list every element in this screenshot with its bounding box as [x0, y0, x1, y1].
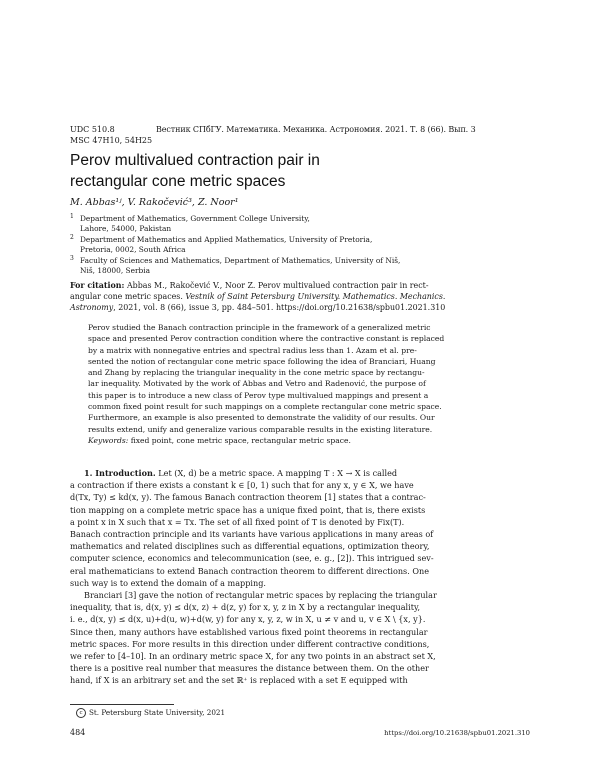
- page-number: 484: [70, 728, 86, 737]
- affiliation-3-line-2: Niš, 18000, Serbia: [80, 266, 151, 275]
- citation-journal: Vestnik of Saint Petersburg University. Mathematics. Mechanics.: [182, 292, 446, 301]
- body-line: such way is to extend the domain of a mapping.: [70, 577, 266, 588]
- keywords-text: fixed point, cone metric space, rectangular metric space.: [128, 435, 351, 445]
- citation-text-2: angular cone metric spaces.: [70, 292, 183, 301]
- body-line: Since then, many authors have established various fixed point theorems in rectangular: [70, 626, 428, 637]
- body-line: we refer to [4–10]. In an ordinary metric space X, for any two points in an abstract set X,: [70, 651, 436, 662]
- affiliation-2-line-2: Pretoria, 0002, South Africa: [80, 245, 186, 254]
- copyright-icon: c: [76, 708, 86, 718]
- intro-first-line-text: Let (X, d) be a metric space. A mapping T : X → X is called: [155, 468, 398, 478]
- body-line: inequality, that is, d(x, y) ≤ d(x, z) + d(z, y) for x, y, z in X by a rectangular inequality,: [70, 602, 421, 613]
- footnote-separator: [70, 704, 174, 705]
- body-line: Branciari [3] gave the notion of rectangular metric spaces by replacing the triangular: [84, 590, 437, 601]
- body-line: eral mathematicians to extend Banach contraction theorem to different directions. One: [70, 565, 429, 576]
- abstract-line: by a matrix with nonnegative entries and spectral radius less than 1. Azam et al. pre-: [88, 345, 417, 355]
- copyright-text: St. Petersburg State University, 2021: [89, 708, 226, 717]
- paper-title-line-1: Perov multivalued contraction pair in: [70, 152, 320, 169]
- msc-code: MSC 47H10, 54H25: [70, 136, 153, 145]
- citation-journal-2: Astronomy: [70, 303, 114, 312]
- keywords-line: [88, 435, 512, 446]
- introduction-first-line: [70, 467, 530, 479]
- body-line: metric spaces. For more results in this direction under different contractive conditions,: [70, 638, 430, 649]
- affiliation-3-line-1: Faculty of Sciences and Mathematics, Department of Mathematics, University of Niš,: [80, 256, 401, 265]
- introduction-section: [70, 467, 530, 687]
- abstract-line: sented the notion of rectangular cone metric space following the idea of Branciari, Huang: [88, 356, 436, 366]
- abstract: [88, 322, 512, 446]
- abstract-line: results extend, unify and generalize various comparable results in the existing literature.: [88, 424, 433, 434]
- abstract-line: Furthermore, an example is also presented to demonstrate the validity of our results. Our: [88, 413, 435, 423]
- citation-text-1: Abbas M., Rakočević V., Noor Z. Perov multivalued contraction pair in rect-: [124, 281, 429, 290]
- body-line: i. e., d(x, y) ≤ d(x, u)+d(u, w)+d(w, y) for any x, y, z, w in X, u ≠ v and u, v ∈ X \ {x, y}.: [70, 614, 426, 625]
- body-line: there is a positive real number that measures the distance between them. On the other: [70, 663, 429, 674]
- body-line: tion mapping on a complete metric space has a unique fixed point, that is, there exists: [70, 504, 426, 515]
- copyright-line: [76, 707, 225, 718]
- citation-line-3: [70, 302, 445, 314]
- body-line: a contraction if there exists a constant k ∈ [0, 1) such that for any x, y ∈ X, we have: [70, 480, 414, 491]
- body-line: Banach contraction principle and its variants have various applications in many areas of: [70, 529, 434, 540]
- section-heading: 1. Introduction.: [84, 468, 156, 478]
- abstract-line: Perov studied the Banach contraction principle in the framework of a generalized metric: [88, 323, 431, 332]
- affiliation-2-number: 2: [70, 234, 74, 241]
- citation-text-3: , 2021, vol. 8 (66), issue 3, pp. 484–501. https://doi.org/10.21638/spbu01.2021.310: [113, 303, 446, 312]
- abstract-line: and Zhang by replacing the triangular inequality in the cone metric space by rectangu-: [88, 368, 425, 378]
- doi-link[interactable]: https://doi.org/10.21638/spbu01.2021.310: [384, 729, 530, 737]
- affiliation-1-line-1: Department of Mathematics, Government College University,: [80, 214, 310, 223]
- paper-title-line-2: rectangular cone metric spaces: [70, 173, 286, 190]
- abstract-line: common fixed point result for such mappings on a complete rectangular cone metric space.: [88, 402, 442, 412]
- keywords-label: Keywords:: [88, 435, 129, 445]
- affiliation-2-line-1: Department of Mathematics and Applied Mathematics, University of Pretoria,: [80, 235, 373, 244]
- udc-code: UDC 510.8: [70, 125, 115, 134]
- abstract-line: space and presented Perov contraction condition where the contractive constant is replaced: [88, 334, 445, 344]
- abstract-line: this paper is to introduce a new class of Perov type multivalued mappings and present a: [88, 390, 429, 400]
- body-line: mathematics and related disciplines such as differential equations, optimization theory,: [70, 541, 430, 552]
- abstract-line: lar inequality. Motivated by the work of Abbas and Vetro and Radenović, the purpose of: [88, 379, 426, 389]
- body-line: a point x in X such that x = Tx. The set of all fixed point of T is denoted by Fix(T).: [70, 516, 405, 527]
- body-line: hand, if X is an arbitrary set and the set ℝ⁺ is replaced with a set E equipped with: [70, 675, 408, 686]
- citation-label: For citation:: [70, 281, 125, 290]
- affiliation-1-line-2: Lahore, 54000, Pakistan: [80, 224, 172, 233]
- affiliation-1-number: 1: [70, 213, 74, 220]
- journal-line: Вестник СПбГУ. Математика. Механика. Астрономия. 2021. Т. 8 (66). Вып. 3: [156, 125, 476, 134]
- affiliation-3-number: 3: [70, 255, 74, 262]
- body-line: d(Tx, Ty) ≤ kd(x, y). The famous Banach contraction theorem [1] states that a contrac-: [70, 492, 426, 503]
- author-list: M. Abbas¹ʲ, V. Rakočević³, Z. Noor¹: [70, 197, 239, 208]
- body-line: computer science, economics and telecommunication (see, e. g., [2]). This intrigued sev-: [70, 553, 434, 564]
